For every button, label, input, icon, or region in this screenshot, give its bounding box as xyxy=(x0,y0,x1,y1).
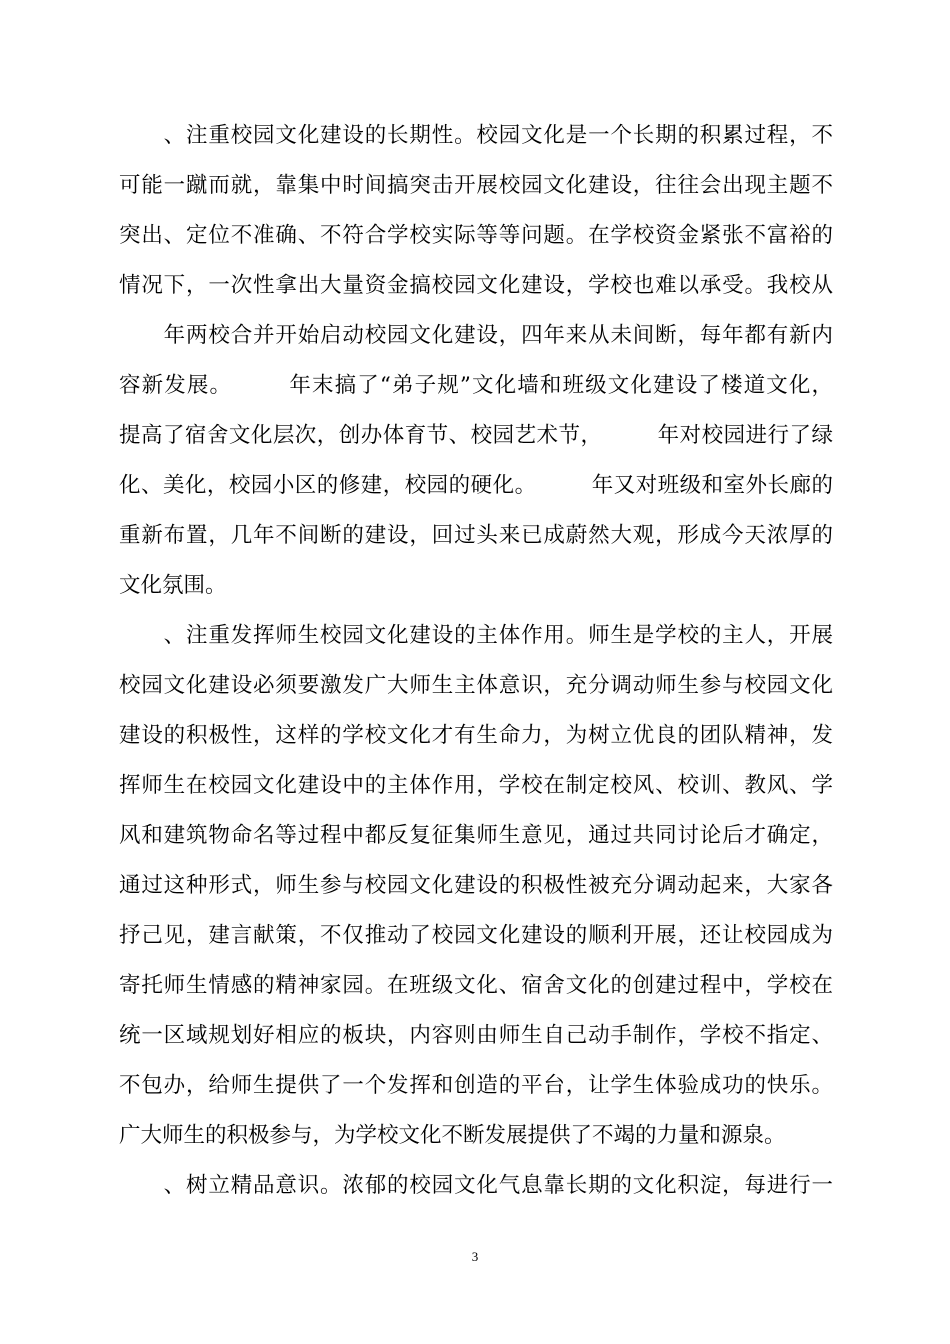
text-line: 重新布置，几年不间断的建设，回过头来已成蔚然大观，形成今天浓厚的 xyxy=(119,523,833,548)
text-line: 广大师生的积极参与，为学校文化不断发展提供了不竭的力量和源泉。 xyxy=(119,1123,786,1148)
text-line: 通过这种形式，师生参与校园文化建设的积极性被充分调动起来，大家各 xyxy=(119,873,833,898)
text-line: 年两校合并开始启动校园文化建设，四年来从未间断，每年都有新内 xyxy=(119,323,833,348)
text-line: 不包办，给师生提供了一个发挥和创造的平台，让学生体验成功的快乐。 xyxy=(119,1073,833,1098)
page-number: 3 xyxy=(471,1249,479,1264)
text-line: 风和建筑物命名等过程中都反复征集师生意见，通过共同讨论后才确定， xyxy=(119,823,833,848)
text-line: 寄托师生情感的精神家园。在班级文化、宿舍文化的创建过程中，学校在 xyxy=(119,973,833,998)
text-line: 、注重发挥师生校园文化建设的主体作用。师生是学校的主人，开展 xyxy=(119,623,833,648)
text-line: 统一区域规划好相应的板块，内容则由师生自己动手制作，学校不指定、 xyxy=(119,1023,833,1048)
text-line: 、树立精品意识。浓郁的校园文化气息靠长期的文化积淀，每进行一 xyxy=(119,1173,833,1198)
text-line: 挥师生在校园文化建设中的主体作用，学校在制定校风、校训、教风、学 xyxy=(119,773,833,798)
text-line: 容新发展。 年末搞了“弟子规”文化墙和班级文化建设了楼道文化， xyxy=(119,373,833,398)
text-line: 化、美化，校园小区的修建，校园的硬化。 年又对班级和室外长廊的 xyxy=(119,473,833,498)
text-line: 提高了宿舍文化层次，创办体育节、校园艺术节， 年对校园进行了绿 xyxy=(119,423,833,448)
text-line: 校园文化建设必须要激发广大师生主体意识，充分调动师生参与校园文化 xyxy=(119,673,833,698)
text-line: 情况下，一次性拿出大量资金搞校园文化建设，学校也难以承受。我校从 xyxy=(119,273,833,298)
text-line: 文化氛围。 xyxy=(119,573,227,598)
text-line: 突出、定位不准确、不符合学校实际等等问题。在学校资金紧张不富裕的 xyxy=(119,223,833,248)
text-line: 建设的积极性，这样的学校文化才有生命力，为树立优良的团队精神，发 xyxy=(119,723,833,748)
text-line: 可能一蹴而就，靠集中时间搞突击开展校园文化建设，往往会出现主题不 xyxy=(119,173,833,198)
text-line: 、注重校园文化建设的长期性。校园文化是一个长期的积累过程，不 xyxy=(119,123,833,148)
text-line: 抒己见，建言献策，不仅推动了校园文化建设的顺利开展，还让校园成为 xyxy=(119,923,833,948)
